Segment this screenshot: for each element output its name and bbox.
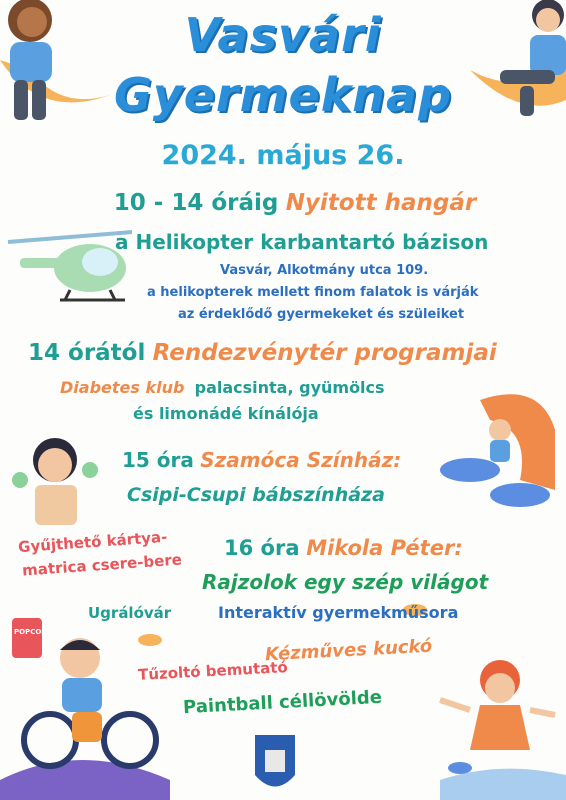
block2-offer-line1 [60, 378, 385, 397]
block2-heading [28, 340, 497, 366]
block1-time: 10 - 14 óráig [113, 190, 279, 216]
title-line-2: Gyermeknap [113, 68, 453, 122]
block3-event: Szamóca Színház: [200, 448, 402, 472]
block1-event: Nyitott hangár [285, 190, 477, 216]
block2-time: 14 órától [28, 340, 146, 366]
block2-event: Rendezvénytér programjai [152, 340, 497, 366]
coat-of-arms-illustration [255, 735, 295, 787]
dancing-girl-illustration [440, 660, 566, 800]
block2-offer1: palacsinta, gyümölcs [194, 378, 385, 397]
block4-show: Rajzolok egy szép világot [202, 570, 489, 594]
block1-desc2: az érdeklődő gyermekeket és szüleiket [178, 307, 465, 322]
block1-desc1: a helikopterek mellett finom falatok is várják [147, 285, 479, 300]
event-date: 2024. május 26. [161, 140, 405, 171]
block2-club: Diabetes klub [60, 378, 185, 397]
block2-offer2: és limonádé kínálója [133, 404, 319, 423]
popcorn-label: POPCORN [14, 628, 53, 636]
block1-place: a Helikopter karbantartó bázison [115, 230, 489, 254]
paintball-label: Paintball céllövölde [182, 686, 383, 719]
block4-time: 16 óra [224, 536, 300, 560]
title-line-1: Vasvári [184, 8, 382, 62]
craft-corner-label: Kézműves kuckó [264, 635, 433, 666]
fire-demo-label: Tűzoltó bemutató [137, 658, 289, 684]
cards-line1: Gyűjthető kártya- [17, 527, 168, 557]
block4-desc: Interaktív gyermekműsora [218, 603, 459, 622]
block1-heading [60, 190, 530, 216]
cards-line2: matrica csere-bere [21, 550, 183, 580]
puppet-girl-illustration [12, 438, 98, 525]
block4-heading [224, 536, 463, 560]
block3-time: 15 óra [122, 448, 194, 472]
block4-event: Mikola Péter: [306, 536, 463, 560]
block1-address: Vasvár, Alkotmány utca 109. [220, 263, 429, 278]
slide-illustration [440, 394, 555, 507]
helicopter-illustration [8, 232, 132, 300]
bouncy-castle-label: Ugrálóvár [88, 604, 172, 622]
block3-show: Csipi-Csupi bábszínháza [127, 484, 385, 506]
block3-heading [122, 448, 401, 472]
